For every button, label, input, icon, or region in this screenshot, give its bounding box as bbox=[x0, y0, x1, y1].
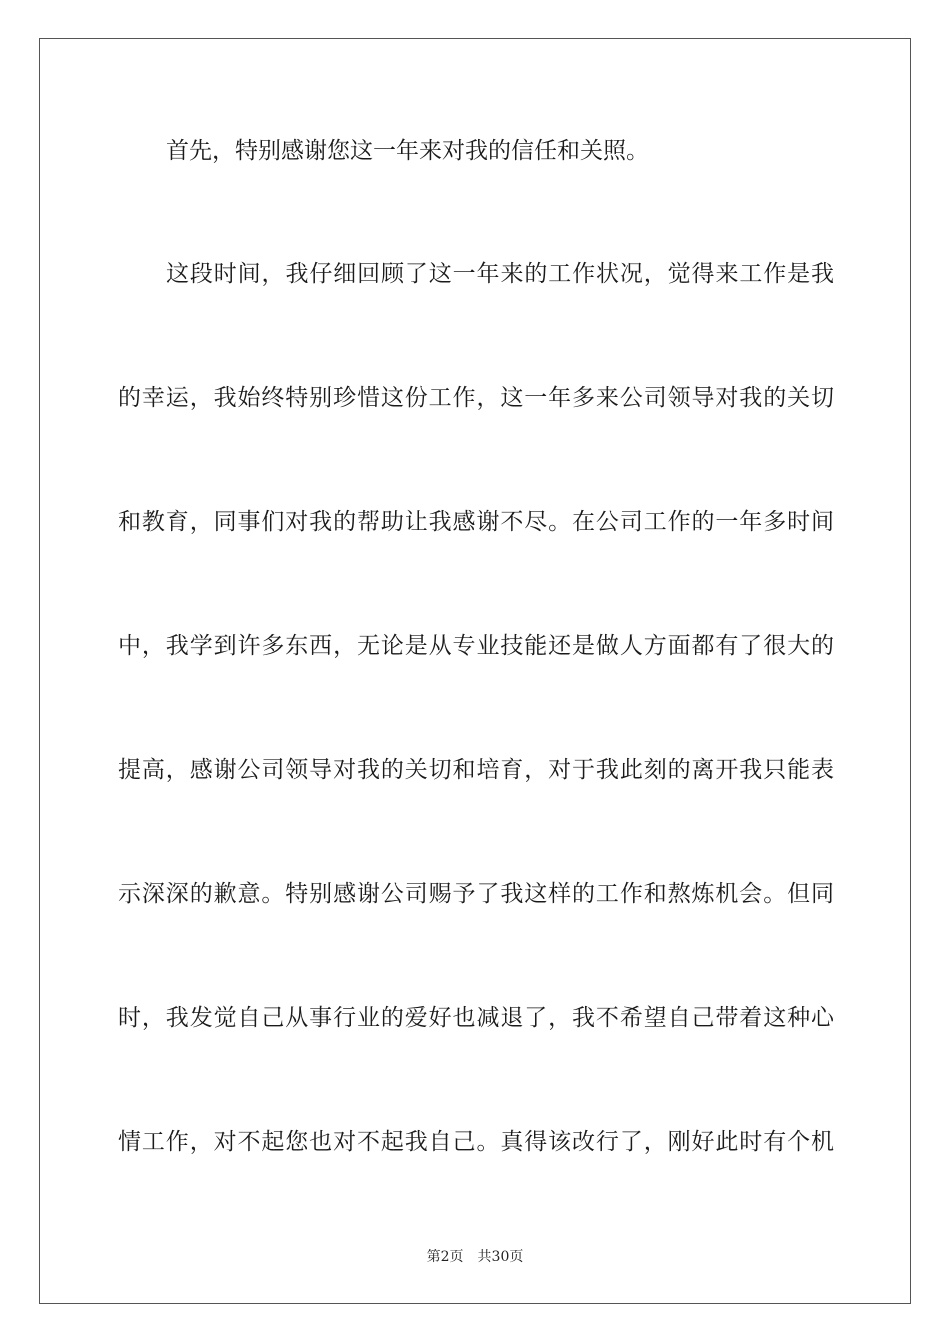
paragraph-line: 情工作，对不起您也对不起我自己。真得该改行了，刚好此时有个机 bbox=[118, 1129, 834, 1155]
paragraph-line: 中，我学到许多东西，无论是从专业技能还是做人方面都有了很大的 bbox=[118, 633, 834, 659]
paragraph-line: 首先，特别感谢您这一年来对我的信任和关照。 bbox=[166, 138, 649, 164]
paragraph-line: 这段时间，我仔细回顾了这一年来的工作状况，觉得来工作是我 bbox=[166, 261, 834, 287]
paragraph-line: 提高，感谢公司领导对我的关切和培育，对于我此刻的离开我只能表 bbox=[118, 757, 834, 783]
total-pages: 共30页 bbox=[477, 1249, 524, 1265]
paragraph-line: 时，我发觉自己从事行业的爱好也减退了，我不希望自己带着这种心 bbox=[118, 1005, 834, 1031]
paragraph-line: 和教育，同事们对我的帮助让我感谢不尽。在公司工作的一年多时间 bbox=[118, 509, 834, 535]
paragraph-line: 的幸运，我始终特别珍惜这份工作，这一年多来公司领导对我的关切 bbox=[118, 385, 834, 411]
page-number: 第2页 bbox=[426, 1249, 464, 1265]
page-frame bbox=[39, 38, 911, 1304]
page-footer bbox=[0, 1248, 950, 1266]
paragraph-line: 示深深的歉意。特别感谢公司赐予了我这样的工作和熬炼机会。但同 bbox=[118, 881, 834, 907]
